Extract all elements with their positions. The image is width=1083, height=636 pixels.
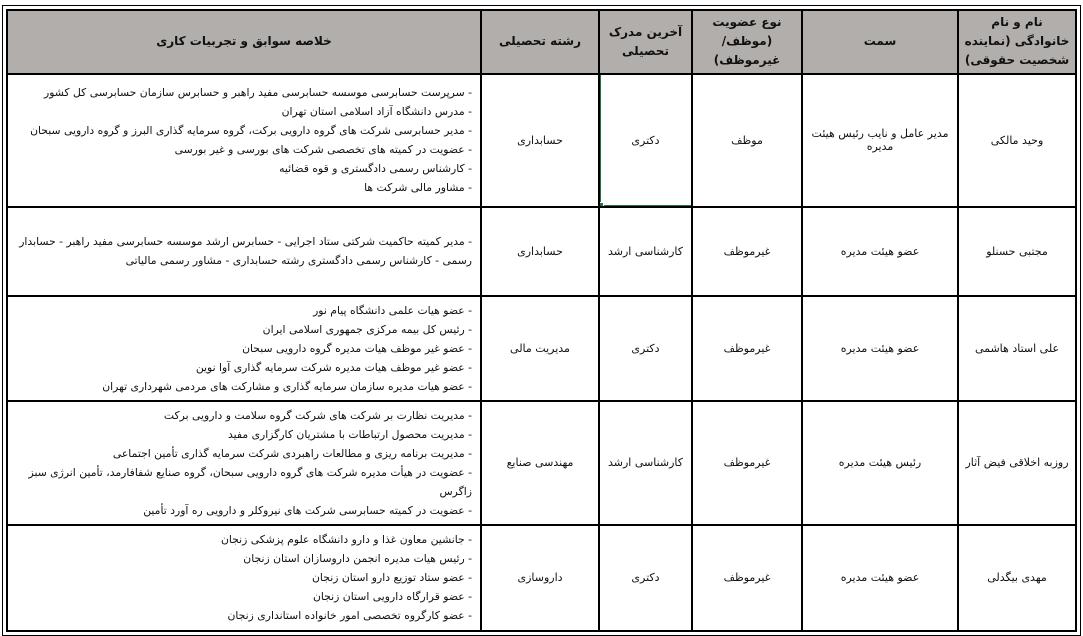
header-experience: [7, 10, 481, 74]
header-degree-label: آخرین مدرک تحصیلی: [608, 24, 683, 58]
cell-membership[interactable]: [692, 296, 802, 401]
cell-position[interactable]: [802, 74, 958, 207]
cell-field[interactable]: [481, 401, 599, 525]
experience-line: - مدیریت برنامه ریزی و مطالعات راهبردی شرکت سرمایه گذاری تأمین اجتماعی: [112, 446, 472, 460]
member-position: مدیر عامل و نایب رئیس هیئت مدیره: [811, 127, 949, 154]
member-field: حسابداری: [517, 244, 563, 258]
cell-position[interactable]: [802, 401, 958, 525]
cell-degree-selected[interactable]: [599, 74, 692, 207]
member-degree: کارشناسی ارشد: [607, 244, 684, 258]
table-row: [7, 74, 1076, 207]
member-membership: غیرموظف: [723, 456, 771, 470]
table-frame: [2, 5, 1081, 636]
cell-membership[interactable]: [692, 207, 802, 296]
experience-line: - عضو غیر موظف هیات مدیره گروه دارویی سبحان: [242, 341, 472, 355]
cell-field[interactable]: [481, 296, 599, 401]
header-membership: [692, 10, 802, 74]
experience-line: - عضویت در کمیته های تخصصی شرکت های بورسی و غیر بورسی: [174, 143, 472, 157]
header-position: [802, 10, 958, 74]
experience-line: - جانشین معاون غذا و دارو دانشگاه علوم پزشکی زنجان: [220, 533, 472, 547]
experience-line: - سرپرست حسابرسی موسسه حسابرسی مفید راهبر و حسابرس سازمان حسابرسی کل کشور: [43, 86, 472, 100]
member-name: وحید مالکی: [990, 133, 1044, 147]
member-membership: موظف: [731, 133, 763, 147]
cell-membership[interactable]: [692, 74, 802, 207]
experience-line: - عضویت در هیأت مدیره شرکت های گروه دارویی سبحان، گروه صنایع شفافارمد، تأمین انرژی سبز زاگرس: [28, 465, 472, 498]
experience-line: - رئیس کل بیمه مرکزی جمهوری اسلامی ایران: [262, 322, 472, 336]
header-degree: [599, 10, 692, 74]
member-membership: غیرموظف: [723, 571, 771, 585]
cell-name[interactable]: [958, 207, 1076, 296]
table-row: [7, 525, 1076, 631]
member-degree: دکتری: [631, 571, 660, 585]
header-field-label: رشته تحصیلی: [499, 34, 581, 49]
experience-line: - مدیریت محصول ارتباطات با مشتریان کارگزاری مفید: [227, 427, 472, 441]
experience-line: - عضو ستاد توزیع دارو استان زنجان: [312, 571, 472, 585]
board-members-table: [6, 9, 1077, 632]
experience-line: - مدیریت نظارت بر شرکت های شرکت گروه سلامت و دارویی برکت: [163, 408, 472, 422]
member-position: عضو هیئت مدیره: [840, 571, 920, 585]
member-position: رئیس هیئت مدیره: [838, 456, 922, 470]
cell-experience[interactable]: [7, 401, 481, 525]
header-position-label: سمت: [863, 34, 897, 49]
experience-line: - مدرس دانشگاه آزاد اسلامی استان تهران: [281, 105, 472, 119]
cell-degree[interactable]: [599, 401, 692, 525]
cell-experience[interactable]: [7, 525, 481, 631]
table-row: [7, 401, 1076, 525]
cell-name[interactable]: [958, 74, 1076, 207]
member-name: مهدی بیگدلی: [987, 571, 1047, 585]
header-name: [958, 10, 1076, 74]
member-membership: غیرموظف: [723, 341, 771, 355]
member-field: مهندسی صنایع: [506, 456, 574, 470]
experience-line: - عضو غیر موظف هیات مدیره شرکت سرمایه گذاری آوا نوین: [195, 360, 472, 374]
experience-line: - عضویت در کمیته حسابرسی شرکت های نیروکلر و دارویی ره آورد تأمین: [143, 503, 472, 517]
cell-position[interactable]: [802, 207, 958, 296]
member-field: داروسازی: [517, 571, 563, 585]
experience-line: - عضو کارگروه تخصصی امور خانواده استانداری زنجان: [227, 609, 472, 623]
table-row: [7, 207, 1076, 296]
member-degree: کارشناسی ارشد: [607, 456, 684, 470]
member-position: عضو هیئت مدیره: [840, 244, 920, 258]
member-position: عضو هیئت مدیره: [840, 341, 920, 355]
cell-degree[interactable]: [599, 525, 692, 631]
header-experience-label: خلاصه سوابق و تجربیات کاری: [156, 34, 332, 49]
cell-experience[interactable]: [7, 207, 481, 296]
experience-line: - عضو قرارگاه دارویی استان زنجان: [312, 590, 472, 604]
member-name: علی استاد هاشمی: [974, 341, 1060, 355]
experience-line: - رئیس هیات مدیره انجمن داروسازان استان زنجان: [243, 552, 472, 566]
cell-position[interactable]: [802, 525, 958, 631]
member-name: روزبه اخلاقی فیض آثار: [965, 456, 1069, 470]
cell-degree[interactable]: [599, 207, 692, 296]
cell-name[interactable]: [958, 296, 1076, 401]
cell-membership[interactable]: [692, 401, 802, 525]
member-degree: دکتری: [631, 133, 660, 147]
cell-experience[interactable]: [7, 74, 481, 207]
member-name: مجتبی حسنلو: [986, 244, 1048, 258]
header-membership-line1: نوع عضویت: [712, 15, 782, 29]
header-membership-line2: (موظف/غیرموظف): [713, 34, 781, 68]
cell-name[interactable]: [958, 525, 1076, 631]
cell-name[interactable]: [958, 401, 1076, 525]
member-field: مدیریت مالی: [510, 341, 570, 355]
experience-line: - کارشناس رسمی دادگستری و قوه قضائیه: [279, 162, 472, 176]
header-field: [481, 10, 599, 74]
cell-experience[interactable]: [7, 296, 481, 401]
cell-position[interactable]: [802, 296, 958, 401]
member-membership: غیرموظف: [723, 244, 771, 258]
cell-field[interactable]: [481, 74, 599, 207]
experience-line: - عضو هیات مدیره سازمان سرمایه گذاری و مشارکت های مردمی شهرداری تهران: [102, 379, 472, 393]
cell-field[interactable]: [481, 525, 599, 631]
selection-fill-handle[interactable]: [599, 202, 604, 207]
cell-field[interactable]: [481, 207, 599, 296]
member-field: حسابداری: [517, 133, 563, 147]
experience-line: - مدیر حسابرسی شرکت های گروه دارویی برکت، گروه سرمایه گذاری البرز و گروه دارویی سبحان: [30, 124, 472, 138]
experience-line: - عضو هیات علمی دانشگاه پیام نور: [313, 303, 472, 317]
cell-degree[interactable]: [599, 296, 692, 401]
table-row: [7, 296, 1076, 401]
experience-line: - مشاور مالی شرکت ها: [364, 181, 472, 195]
cell-membership[interactable]: [692, 525, 802, 631]
member-degree: دکتری: [631, 341, 660, 355]
experience-line: - مدیر کمیته حاکمیت شرکتی ستاد اجرایی - حسابرس ارشد موسسه حسابرسی مفید راهبر - حسابدار رسمی - کارشناس رسمی دادگستری رشته حسابداری - مشاور رسمی مالیاتی: [19, 235, 472, 268]
header-name-label: نام و نام خانوادگی (نماینده شخصیت حقوقی): [964, 15, 1070, 68]
header-row: [7, 10, 1076, 74]
